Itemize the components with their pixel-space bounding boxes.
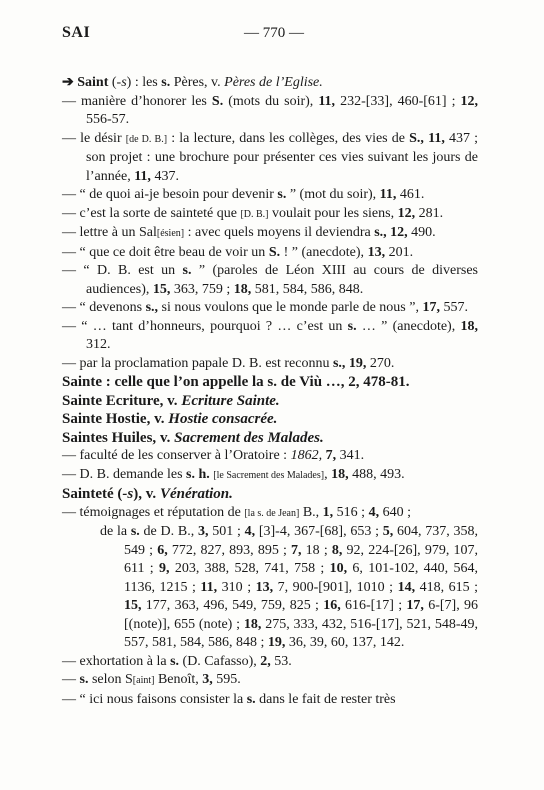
index-entry: — “ D. B. est un s. ” (paroles de Léon XIII au cours de diverses audiences), 15, 363, 759 ; 18, 581, 584, 586, 848. — [62, 263, 478, 297]
index-entry: — faculté de les conserver à l’Oratoire : 1862, 7, 341. — [62, 448, 365, 463]
index-entry: — le désir [de D. B.] : la lecture, dans les collèges, des vies de S., 11, 437 ; son projet : une brochure pour présenter ces vies suivant les jours de l’année, 11, 437. — [62, 130, 479, 184]
index-entry: — “ ici nous faisons consister la s. dans le fait de rester très — [62, 691, 396, 707]
index-entry: — exhortation à la s. (D. Cafasso), 2, 53. — [62, 653, 292, 669]
index-heading: Saintes Huiles, v. Sacrement des Malades. — [62, 429, 324, 446]
index-entry: — s. selon S[aint] Benoît, 3, 595. — [62, 672, 241, 687]
index-heading: Sainte : celle que l’on appelle la s. de Viù …, 2, 478-81. — [62, 374, 410, 390]
index-entry: — “ de quoi ai-je besoin pour devenir s. ” (mot du soir), 11, 461. — [62, 187, 425, 202]
page-header — [62, 24, 486, 44]
index-heading: Sainte Ecriture, v. Ecriture Sainte. — [62, 392, 280, 409]
index-entry: — témoignages et réputation de [la s. de Jean] B., 1, 516 ; 4, 640 ; — [62, 504, 411, 520]
index-entry: — par la proclamation papale D. B. est reconnu s., 19, 270. — [62, 355, 395, 371]
running-head: SAI — [62, 24, 91, 41]
page-number: — 770 — — [244, 25, 304, 41]
index-entry: ➔ Saint (-s) : les s. Pères, v. Pères de l’Eglise. — [62, 75, 323, 90]
index-entry: — “ … tant d’honneurs, pourquoi ? … c’est un s. … ” (anecdote), 18, 312. — [62, 318, 478, 352]
index-heading: Sainte Hostie, v. Hostie consacrée. — [62, 411, 278, 427]
index-entry: — c’est la sorte de sainteté que [D. B.] voulait pour les siens, 12, 281. — [62, 205, 444, 221]
index-entry: — lettre à un Sal[ésien] : avec quels moyens il deviendra s., 12, 490. — [62, 225, 436, 240]
index-heading: Sainteté (-s), v. Vénération. — [62, 486, 233, 502]
index-entry: — “ devenons s., si nous voulons que le monde parle de nous ”, 17, 557. — [62, 300, 468, 315]
index-entry: — manière d’honorer les S. (mots du soir), 11, 232-[33], 460-[61] ; 12, 556-57. — [62, 93, 478, 127]
index-entry: — “ que ce doit être beau de voir un S. ! ” (anecdote), 13, 201. — [62, 244, 414, 260]
index-subentry: de la s. de D. B., 3, 501 ; 4, [3]-4, 367-[68], 653 ; 5, 604, 737, 358, 549 ; 6, 772, 827, 893, 895 ; 7, 18 ; 8, 92, 224-[26], 979, 107, 611 ; 9, 203, 388, 528, 741, 758 ; 10, 6, 101-102, 440, 564, 1136, 1215 ; 11, 310 ; 13, 7, 900-[901], 1010 ; 14, 418, 615 ; 15, 177, 363, 496, 549, 759, 825 ; 16, 616-[17] ; 17, 6-[7], 96 [(note)], 655 (note) ; 18, 275, 333, 432, 516-[17], 521, 548-49, 557, 581, 584, 586, 848 ; 19, 36, 39, 60, 137, 142. — [100, 524, 478, 650]
index-entry: — D. B. demande les s. h. [le Sacrement des Malades], 18, 488, 493. — [62, 466, 405, 482]
index-entries — [62, 74, 478, 709]
